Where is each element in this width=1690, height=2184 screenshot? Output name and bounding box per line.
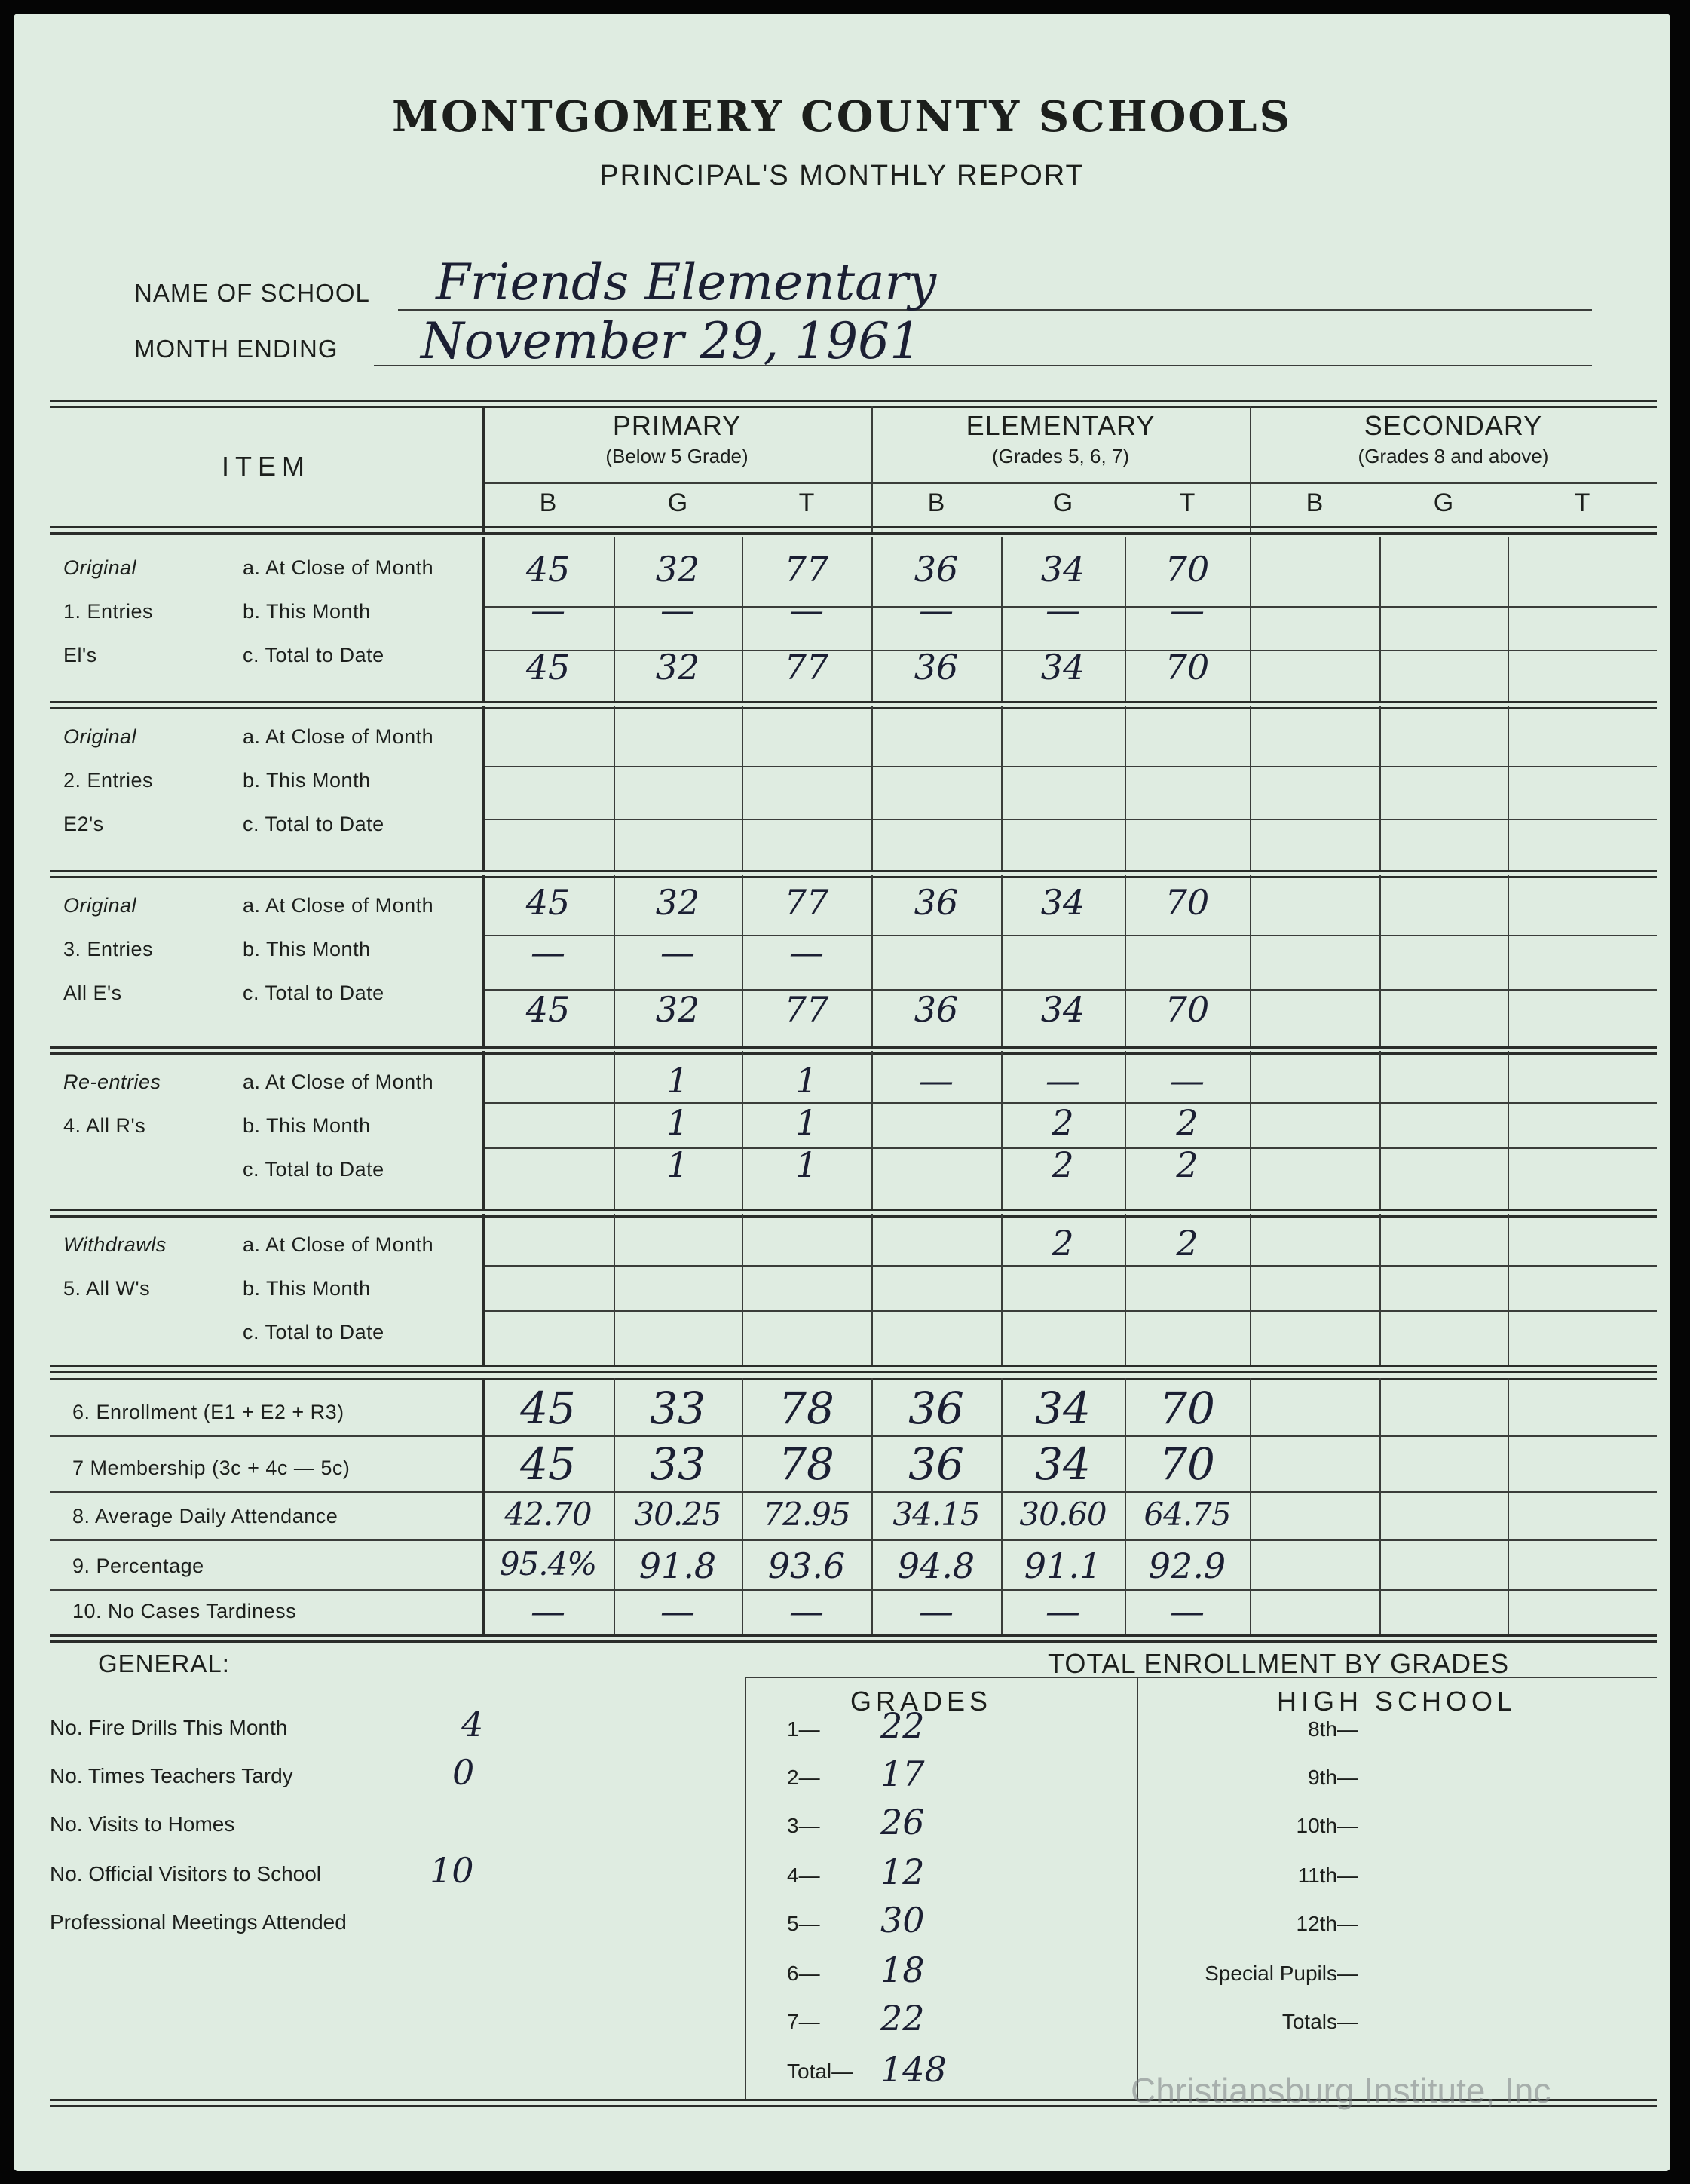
section-2-row-0-cell-2: 77 (784, 882, 829, 923)
summary-row-1-cell-3: 36 (908, 1438, 964, 1490)
section-2-left-label-0: Original (63, 894, 137, 917)
section-3-row-1-cell-1: 1 (666, 1102, 689, 1143)
summary-row-3-cell-1: 91.8 (638, 1545, 717, 1586)
section-2-left-label-1: 3. Entries (63, 938, 154, 960)
section-4-row-label-2: c. Total to Date (243, 1321, 384, 1343)
summary-row-rule-0 (50, 1435, 1657, 1437)
section-4-row-rule-1 (482, 1310, 1657, 1312)
general-item-label-2: No. Visits to Homes (50, 1812, 235, 1836)
section-2-row-0-cell-1: 32 (655, 882, 700, 923)
section-1-col-divider-6 (1250, 706, 1251, 870)
general-item-label-4: Professional Meetings Attended (50, 1910, 347, 1934)
section-rule-2 (50, 1046, 1657, 1049)
section-4-col-divider-8 (1508, 1214, 1509, 1365)
summary-row-4-cell-0: — (531, 1591, 565, 1631)
summary-row-0-cell-0: 45 (520, 1383, 576, 1434)
section-2-col-divider-7 (1379, 875, 1381, 1046)
section-4-row-label-1: b. This Month (243, 1277, 371, 1300)
section-0-row-2-cell-0: 45 (525, 647, 571, 688)
section-1-col-divider-7 (1379, 706, 1381, 870)
summary-row-2-cell-0: 42.70 (504, 1496, 592, 1533)
summary-row-4-cell-5: — (1170, 1591, 1205, 1631)
general-item-label-3: No. Official Visitors to School (50, 1862, 322, 1885)
watermark-text: Christiansburg Institute, Inc (1131, 2071, 1551, 2110)
header-bottom-rule (50, 526, 1657, 528)
section-rule-b-1 (50, 876, 1657, 878)
section-rule-3 (50, 1209, 1657, 1211)
section-4-row-0-cell-4: 2 (1052, 1223, 1074, 1264)
section-2-row-label-1: b. This Month (243, 938, 371, 960)
grade-value-2: 17 (880, 1754, 925, 1794)
section-2-row-2-cell-2: 77 (784, 989, 829, 1030)
section-1-left-label-1: 2. Entries (63, 769, 154, 792)
summary-col-divider-4 (1001, 1378, 1003, 1634)
section-0-row-1-cell-5: — (1170, 590, 1205, 630)
column-header-g-7: G (1433, 489, 1454, 517)
high-school-label-0: 8th— (1308, 1717, 1358, 1741)
section-0-row-0-cell-3: 36 (914, 549, 959, 590)
section-3-row-label-1: b. This Month (243, 1114, 371, 1137)
grade-label-3: 3— (787, 1814, 820, 1837)
section-0-row-0-cell-1: 32 (655, 549, 700, 590)
section-rule-0 (50, 701, 1657, 703)
grade-value-5: 30 (880, 1900, 925, 1940)
section-0-left-label-0: Original (63, 556, 137, 579)
section-1-col-divider-3 (871, 706, 873, 870)
section-3-row-0-cell-3: — (919, 1060, 954, 1101)
summary-row-3-cell-2: 93.6 (767, 1545, 846, 1586)
grade-label-7: 7— (787, 2010, 820, 2033)
section-2-row-label-2: c. Total to Date (243, 982, 384, 1004)
section-2-row-2-cell-1: 32 (655, 989, 700, 1030)
summary-row-2-cell-5: 64.75 (1144, 1496, 1231, 1533)
section-0-row-1-cell-4: — (1046, 590, 1080, 630)
section-0-col-divider-8 (1508, 537, 1509, 701)
section-3-left-label-0: Re-entries (63, 1071, 161, 1093)
summary-row-label-4: 10. No Cases Tardiness (72, 1600, 297, 1622)
section-4-col-divider-0 (482, 1214, 485, 1365)
section-0-row-0-cell-4: 34 (1040, 549, 1085, 590)
group-header-primary: PRIMARY (612, 410, 742, 441)
attendance-table (14, 14, 1670, 2171)
section-0-left-label-1: 1. Entries (63, 600, 154, 623)
grades-divider (1137, 1677, 1138, 2099)
section-3-row-0-cell-4: — (1046, 1060, 1080, 1101)
section-4-col-divider-1 (614, 1214, 615, 1365)
high-school-header: HIGH SCHOOL (1277, 1686, 1517, 1717)
section-1-row-label-2: c. Total to Date (243, 813, 384, 835)
section-0-row-1-cell-0: — (531, 590, 565, 630)
grades-total-label: Total— (787, 2060, 853, 2083)
high-school-label-3: 11th— (1297, 1864, 1358, 1887)
group-header-elementary: ELEMENTARY (966, 410, 1156, 441)
section-3-row-label-2: c. Total to Date (243, 1158, 384, 1181)
section-2-row-2-cell-0: 45 (525, 989, 571, 1030)
column-header-g-1: G (667, 489, 688, 517)
school-name-label: NAME OF SCHOOL (134, 279, 370, 307)
section-1-col-divider-4 (1001, 706, 1003, 870)
table-top-rule-2 (50, 406, 1657, 408)
grade-label-1: 1— (787, 1717, 820, 1741)
summary-row-1-cell-4: 34 (1035, 1438, 1091, 1490)
grades-header: GRADES (850, 1686, 993, 1717)
section-3-row-label-0: a. At Close of Month (243, 1071, 434, 1093)
section-1-col-divider-5 (1125, 706, 1126, 870)
grade-label-4: 4— (787, 1864, 820, 1887)
section-rule-b-4 (50, 1371, 1657, 1373)
section-rule-b-0 (50, 707, 1657, 709)
column-header-t-2: T (798, 489, 815, 517)
section-rule-b-3 (50, 1215, 1657, 1218)
section-1-row-rule-0 (482, 766, 1657, 767)
grade-value-4: 12 (880, 1852, 925, 1892)
section-0-row-0-cell-5: 70 (1165, 549, 1210, 590)
section-3-row-2-cell-4: 2 (1052, 1144, 1074, 1185)
section-0-row-2-cell-4: 34 (1040, 647, 1085, 688)
section-3-col-divider-0 (482, 1051, 485, 1209)
section-4-row-label-0: a. At Close of Month (243, 1233, 434, 1256)
group-divider-1 (871, 406, 873, 532)
summary-row-0-cell-3: 36 (908, 1383, 964, 1434)
section-2-row-2-cell-3: 36 (914, 989, 959, 1030)
summary-row-4-cell-2: — (789, 1591, 824, 1631)
section-1-col-divider-2 (742, 706, 743, 870)
grade-value-6: 18 (880, 1950, 925, 1990)
school-name-value: Friends Elementary (436, 253, 937, 311)
report-title: MONTGOMERY COUNTY SCHOOLS (391, 92, 1292, 142)
section-3-row-2-cell-1: 1 (666, 1144, 689, 1185)
section-2-row-2-cell-5: 70 (1165, 989, 1210, 1030)
grades-total-value: 148 (880, 2049, 947, 2090)
summary-row-3-cell-0: 95.4% (499, 1545, 597, 1582)
section-1-col-divider-8 (1508, 706, 1509, 870)
summary-row-1-cell-5: 70 (1159, 1438, 1215, 1490)
section-0-row-2-cell-2: 77 (784, 647, 829, 688)
summary-col-divider-3 (871, 1378, 873, 1634)
grade-label-5: 5— (787, 1912, 820, 1935)
month-ending-label: MONTH ENDING (134, 335, 338, 363)
section-rule-1 (50, 870, 1657, 872)
section-2-row-label-0: a. At Close of Month (243, 894, 434, 917)
section-3-col-divider-8 (1508, 1051, 1509, 1209)
group-subheader-secondary: (Grades 8 and above) (1358, 445, 1549, 467)
summary-row-2-cell-1: 30.25 (634, 1496, 721, 1533)
general-item-label-0: No. Fire Drills This Month (50, 1716, 288, 1739)
summary-row-2-cell-4: 30.60 (1019, 1496, 1107, 1533)
summary-row-label-2: 8. Average Daily Attendance (72, 1505, 338, 1527)
section-3-col-divider-7 (1379, 1051, 1381, 1209)
grade-value-3: 26 (880, 1802, 925, 1842)
section-3-row-0-cell-2: 1 (795, 1060, 818, 1101)
section-4-col-divider-2 (742, 1214, 743, 1365)
section-3-row-0-cell-1: 1 (666, 1060, 689, 1101)
enrollment-title: TOTAL ENROLLMENT BY GRADES (1048, 1648, 1510, 1679)
summary-row-rule-1 (50, 1491, 1657, 1493)
section-2-row-1-cell-0: — (531, 932, 565, 973)
summary-col-divider-2 (742, 1378, 743, 1634)
column-header-t-5: T (1179, 489, 1196, 517)
section-1-col-divider-0 (482, 706, 485, 870)
section-rule-4 (50, 1365, 1657, 1367)
section-2-row-1-cell-1: — (660, 932, 695, 973)
grade-value-7: 22 (880, 1998, 925, 2039)
section-3-row-1-cell-5: 2 (1176, 1102, 1199, 1143)
summary-row-1-cell-1: 33 (650, 1438, 706, 1490)
column-header-b-0: B (539, 489, 557, 517)
section-1-left-label-0: Original (63, 725, 137, 748)
high-school-label-6: Totals— (1281, 2010, 1358, 2033)
section-4-col-divider-3 (871, 1214, 873, 1365)
summary-col-divider-1 (614, 1378, 615, 1634)
report-sheet (14, 14, 1670, 2171)
summary-col-divider-6 (1250, 1378, 1251, 1634)
section-1-row-label-0: a. At Close of Month (243, 725, 434, 748)
column-header-g-4: G (1052, 489, 1073, 517)
summary-row-label-0: 6. Enrollment (E1 + E2 + R3) (72, 1401, 344, 1423)
section-0-row-label-0: a. At Close of Month (243, 556, 434, 579)
section-4-left-label-1: 5. All W's (63, 1277, 151, 1300)
high-school-label-4: 12th— (1296, 1912, 1358, 1935)
section-3-left-label-1: 4. All R's (63, 1114, 146, 1137)
high-school-label-1: 9th— (1308, 1766, 1358, 1789)
summary-bottom-rule (50, 1634, 1657, 1637)
summary-row-label-1: 7 Membership (3c + 4c — 5c) (72, 1457, 351, 1479)
section-2-left-label-2: All E's (63, 982, 122, 1004)
general-item-value-1: 0 (452, 1752, 475, 1793)
summary-row-1-cell-2: 78 (779, 1438, 834, 1490)
section-2-row-2-cell-4: 34 (1040, 989, 1085, 1030)
section-3-row-0-cell-5: — (1170, 1060, 1205, 1101)
summary-row-2-cell-2: 72.95 (763, 1496, 850, 1533)
section-0-row-label-2: c. Total to Date (243, 644, 384, 666)
section-3-row-1-cell-2: 1 (795, 1102, 818, 1143)
summary-top-rule (50, 1378, 1657, 1380)
summary-row-4-cell-1: — (660, 1591, 695, 1631)
section-0-row-1-cell-3: — (919, 590, 954, 630)
group-header-secondary: SECONDARY (1364, 410, 1543, 441)
group-subheader-elementary: (Grades 5, 6, 7) (991, 445, 1130, 467)
section-2-col-divider-8 (1508, 875, 1509, 1046)
summary-row-0-cell-1: 33 (650, 1383, 706, 1434)
section-4-row-rule-0 (482, 1265, 1657, 1267)
month-ending-value: November 29, 1961 (421, 312, 922, 370)
section-0-row-1-cell-2: — (789, 590, 824, 630)
section-4-left-label-0: Withdrawls (63, 1233, 167, 1256)
summary-row-3-cell-4: 91.1 (1024, 1545, 1102, 1586)
summary-col-divider-7 (1379, 1378, 1381, 1634)
section-2-row-0-cell-3: 36 (914, 882, 959, 923)
section-4-col-divider-7 (1379, 1214, 1381, 1365)
column-header-b-3: B (927, 489, 945, 517)
general-divider (745, 1677, 746, 2099)
high-school-label-2: 10th— (1296, 1814, 1358, 1837)
summary-row-4-cell-3: — (919, 1591, 954, 1631)
section-3-row-2-cell-2: 1 (795, 1144, 818, 1185)
section-2-row-1-cell-2: — (789, 932, 824, 973)
section-0-left-label-2: El's (63, 644, 97, 666)
section-0-row-2-cell-1: 32 (655, 647, 700, 688)
grade-label-6: 6— (787, 1962, 820, 1985)
summary-bottom-rule-2 (50, 1640, 1657, 1643)
general-title: GENERAL: (98, 1649, 230, 1677)
section-0-row-0-cell-2: 77 (784, 549, 829, 590)
summary-row-3-cell-5: 92.9 (1148, 1545, 1226, 1586)
summary-row-label-3: 9. Percentage (72, 1555, 204, 1577)
section-2-row-0-cell-5: 70 (1165, 882, 1210, 923)
section-3-row-1-cell-4: 2 (1052, 1102, 1074, 1143)
summary-row-0-cell-4: 34 (1035, 1383, 1091, 1434)
table-top-rule (50, 400, 1657, 402)
item-header: ITEM (222, 451, 311, 482)
section-3-row-2-cell-5: 2 (1176, 1144, 1199, 1185)
section-0-row-label-1: b. This Month (243, 600, 371, 623)
high-school-label-5: Special Pupils— (1205, 1962, 1358, 1985)
grade-value-1: 22 (880, 1705, 925, 1746)
group-divider-2 (1250, 406, 1251, 532)
section-rule-b-2 (50, 1052, 1657, 1055)
general-item-value-3: 10 (430, 1850, 474, 1891)
summary-row-1-cell-0: 45 (520, 1438, 576, 1490)
summary-row-2-cell-3: 34.15 (892, 1496, 980, 1533)
summary-row-4-cell-4: — (1046, 1591, 1080, 1631)
group-header-rule (482, 482, 1657, 484)
report-subtitle: PRINCIPAL'S MONTHLY REPORT (599, 160, 1085, 191)
general-item-value-0: 4 (461, 1704, 484, 1744)
section-0-row-0-cell-0: 45 (525, 549, 571, 590)
grade-label-2: 2— (787, 1766, 820, 1789)
section-0-row-2-cell-3: 36 (914, 647, 959, 688)
column-header-t-8: T (1574, 489, 1590, 517)
section-2-row-0-cell-0: 45 (525, 882, 571, 923)
section-1-row-label-1: b. This Month (243, 769, 371, 792)
summary-col-divider-8 (1508, 1378, 1509, 1634)
summary-row-0-cell-5: 70 (1159, 1383, 1215, 1434)
summary-row-rule-2 (50, 1539, 1657, 1541)
general-item-label-1: No. Times Teachers Tardy (50, 1764, 293, 1787)
section-4-row-0-cell-5: 2 (1176, 1223, 1199, 1264)
column-header-b-6: B (1306, 489, 1324, 517)
summary-col-divider-5 (1125, 1378, 1126, 1634)
group-subheader-primary: (Below 5 Grade) (605, 445, 749, 467)
section-1-left-label-2: E2's (63, 813, 104, 835)
section-0-col-divider-7 (1379, 537, 1381, 701)
section-2-row-0-cell-4: 34 (1040, 882, 1085, 923)
section-0-row-2-cell-5: 70 (1165, 647, 1210, 688)
section-0-row-1-cell-1: — (660, 590, 695, 630)
section-1-col-divider-1 (614, 706, 615, 870)
summary-row-0-cell-2: 78 (779, 1383, 834, 1434)
header-bottom-rule-2 (50, 532, 1657, 535)
section-1-row-rule-1 (482, 819, 1657, 820)
item-divider-header (482, 406, 485, 532)
summary-row-3-cell-3: 94.8 (897, 1545, 975, 1586)
summary-col-divider-0 (482, 1378, 485, 1634)
